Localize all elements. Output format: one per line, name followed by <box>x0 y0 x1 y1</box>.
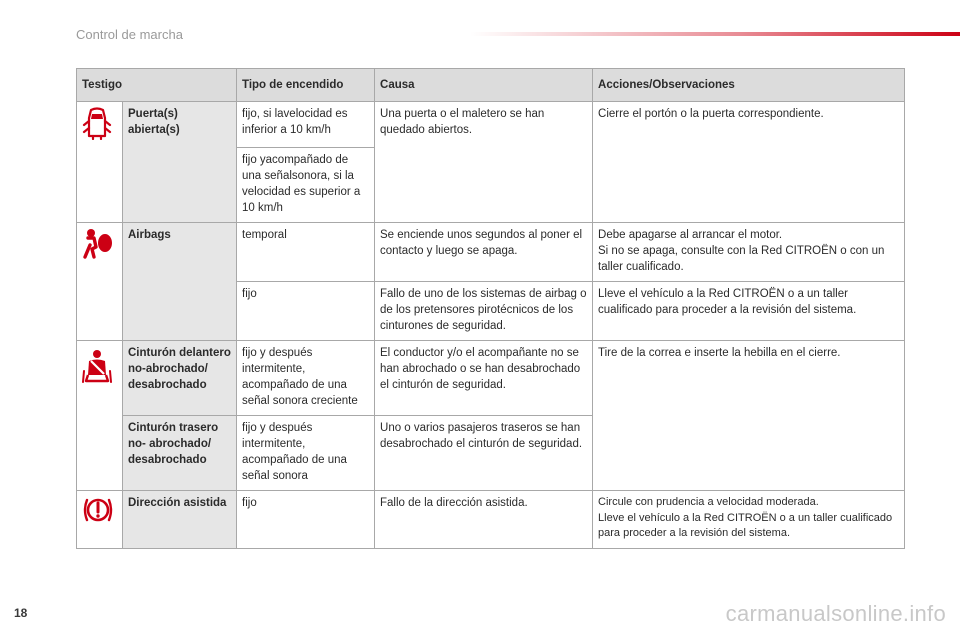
warning-name-part: no-abrochado <box>128 363 205 375</box>
table-row <box>77 341 905 416</box>
warning-name-part: no- abrochado <box>128 438 208 450</box>
action-line: Circule con prudencia a velocidad moderada. <box>598 496 819 508</box>
warning-name-line: desabrochado <box>128 379 207 391</box>
column-header-tipo: Tipo de encendido <box>237 69 375 102</box>
cause-cell: Se enciende unos segundos al poner el contacto y luego se apaga. <box>375 223 593 282</box>
warning-name-line: Cinturón delantero <box>128 347 231 359</box>
header-accent-rule <box>470 32 960 36</box>
warning-name <box>123 416 237 491</box>
action-cell <box>593 223 905 282</box>
column-header-causa: Causa <box>375 69 593 102</box>
table-row <box>77 223 905 282</box>
mode-cell: fijo <box>237 491 375 549</box>
action-line: Debe apagarse al arrancar el motor. <box>598 229 783 241</box>
mode-cell: fijo y después intermitente, acompañado de una señal sonora creciente <box>237 341 375 416</box>
mode-cell: fijo <box>237 282 375 341</box>
warning-name: Airbags <box>123 223 237 341</box>
action-cell: Tire de la correa e inserte la hebilla en el cierre. <box>593 341 905 491</box>
mode-cell: fijo, si lavelocidad es inferior a 10 km/h <box>237 102 375 148</box>
action-line: Si no se apaga, consulte con la Red CITROËN o con un taller cualificado. <box>598 245 885 273</box>
door-open-icon <box>82 106 112 140</box>
watermark: carmanualsonline.info <box>725 601 946 626</box>
cause-cell: Fallo de uno de los sistemas de airbag o de los pretensores pirotécnicos de los cinturones de seguridad. <box>375 282 593 341</box>
table-row <box>77 491 905 549</box>
page-section-title: Control de marcha <box>76 27 183 42</box>
seatbelt-icon <box>82 349 112 385</box>
warning-lights-table <box>76 68 905 549</box>
table-row <box>77 102 905 148</box>
icon-cell <box>77 102 123 223</box>
cause-cell: Fallo de la dirección asistida. <box>375 491 593 549</box>
column-header-testigo: Testigo <box>77 69 237 102</box>
icon-cell <box>77 223 123 341</box>
warning-name <box>123 341 237 416</box>
action-line: Lleve el vehículo a la Red CITROËN o a un taller cualificado para proceder a la revisión del sistema. <box>598 511 893 539</box>
page-number: 18 <box>14 606 28 620</box>
warning-name: Puerta(s) abierta(s) <box>123 102 237 223</box>
mode-cell: temporal <box>237 223 375 282</box>
action-cell: Cierre el portón o la puerta correspondiente. <box>593 102 905 223</box>
icon-cell <box>77 491 123 549</box>
warning-name-line: desabrochado <box>128 454 207 466</box>
action-cell <box>593 491 905 549</box>
table-header-row <box>77 69 905 102</box>
mode-cell: fijo yacompañado de una señalsonora, si la velocidad es superior a 10 km/h <box>237 148 375 223</box>
steering-fault-icon <box>82 495 114 525</box>
cause-cell: El conductor y/o el acompañante no se han abrochado o se han desabrochado el cinturón de seguridad. <box>375 341 593 416</box>
airbag-icon <box>82 227 114 261</box>
warning-name-line: no- abrochado/ <box>128 438 212 450</box>
column-header-acciones: Acciones/Observaciones <box>593 69 905 102</box>
mode-cell: fijo y después intermitente, acompañado de una señal sonora <box>237 416 375 491</box>
action-cell: Lleve el vehículo a la Red CITROËN o a un taller cualificado para proceder a la revisión del sistema. <box>593 282 905 341</box>
icon-cell <box>77 341 123 491</box>
warning-name-line: Cinturón trasero <box>128 422 219 434</box>
warning-name: Dirección asistida <box>123 491 237 549</box>
cause-cell: Uno o varios pasajeros traseros se han desabrochado el cinturón de seguridad. <box>375 416 593 491</box>
cause-cell: Una puerta o el maletero se han quedado abiertos. <box>375 102 593 223</box>
warning-name-line: no-abrochado/ <box>128 363 208 375</box>
